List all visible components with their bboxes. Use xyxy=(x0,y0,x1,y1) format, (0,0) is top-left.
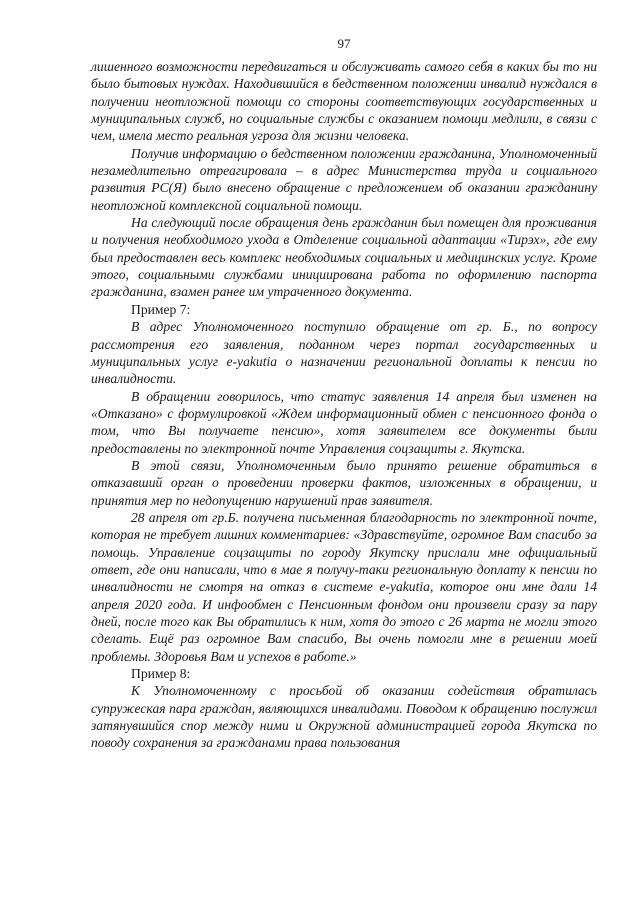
paragraph-application-status: В обращении говорилось, что статус заявления 14 апреля был изменен на «Отказано» с формулировкой «Ждем информационный обмен с пенсионного фонда о том, что Вы получаете пенсию», хотя заявителем все документы были предоставлены по электронной почте Управления соцзащиты г. Якутска. xyxy=(91,388,597,456)
paragraph-gratitude-letter: 28 апреля от гр.Б. получена письменная благодарность по электронной почте, которая не требует лишних комментариев: «Здравствуйте, огромное Вам спасибо за помощь. Управление соцзащиты по городу Якутску прислали мне официальный ответ, где они написали, что в мае я получу-таки региональную доплату к пенсии по инвалидности не смотря на отказ в системе e-yakutia, которое они мне дали 14 апреля 2020 года. И инфообмен с Пенсионным фондом они произвели сразу за пару дней, после того как Вы обратились к ним, хотя до этого с 26 марта не могли этого сделать. Ещё раз огромное Вам спасибо, Вы очень помогли мне в решении моей проблемы. Здоровья Вам и успехов в работе.» xyxy=(91,509,597,664)
paragraph-married-couple-appeal: К Уполномоченному с просьбой об оказании содействия обратилась супружеская пара граждан, являющихся инвалидами. Поводом к обращению послужил затянувшийся спор между ними и Окружной администрацией города Якутска по поводу сохранения за гражданами права пользования xyxy=(91,683,597,751)
paragraph-appeal-pension-supplement: В адрес Уполномоченного поступило обращение от гр. Б., по вопросу рассмотрения его заявления, поданном через портал государственных и муниципальных услуг e-yakutia о назначении региональной доплаты к пенсии по инвалидности. xyxy=(91,319,597,387)
paragraph-disabled-person-situation: лишенного возможности передвигаться и обслуживать самого себя в каких бы то ни было бытовых нуждах. Находившийся в бедственном положении инвалид нуждался в получении неотложной помощи со стороны соответствующих государственных и муниципальных служб, но социальные службы с оказанием помощи медлили, в связи с чем, имела место реальная угроза для жизни человека. xyxy=(91,59,597,144)
paragraph-social-adaptation: На следующий после обращения день гражданин был помещен для проживания и получения необходимого ухода в Отделение социальной адаптации «Тирэх», где ему был предоставлен весь комплекс необходимых социальных и медицинских услуг. Кроме этого, социальными службами инициирована работа по оформлению паспорта гражданина, взамен ранее им утраченного документа. xyxy=(91,215,597,300)
example-7-label: Пример 7: xyxy=(131,301,191,317)
paragraph-ombudsman-decision: В этой связи, Уполномоченным было принято решение обратиться в отказавший орган о проведении проверки фактов, изложенных в обращении, и принятия мер по недопущению нарушений прав заявителя. xyxy=(91,457,597,508)
document-page xyxy=(91,36,597,752)
page-number: 97 xyxy=(337,36,351,51)
example-8-label: Пример 8: xyxy=(131,666,191,682)
paragraph-ombudsman-response: Получив информацию о бедственном положении гражданина, Уполномоченный незамедлительно отреагировала – в адрес Министерства труда и социального развития РС(Я) было внесено обращение с предложением об оказании гражданину неотложной комплексной социальной помощи. xyxy=(91,145,597,213)
